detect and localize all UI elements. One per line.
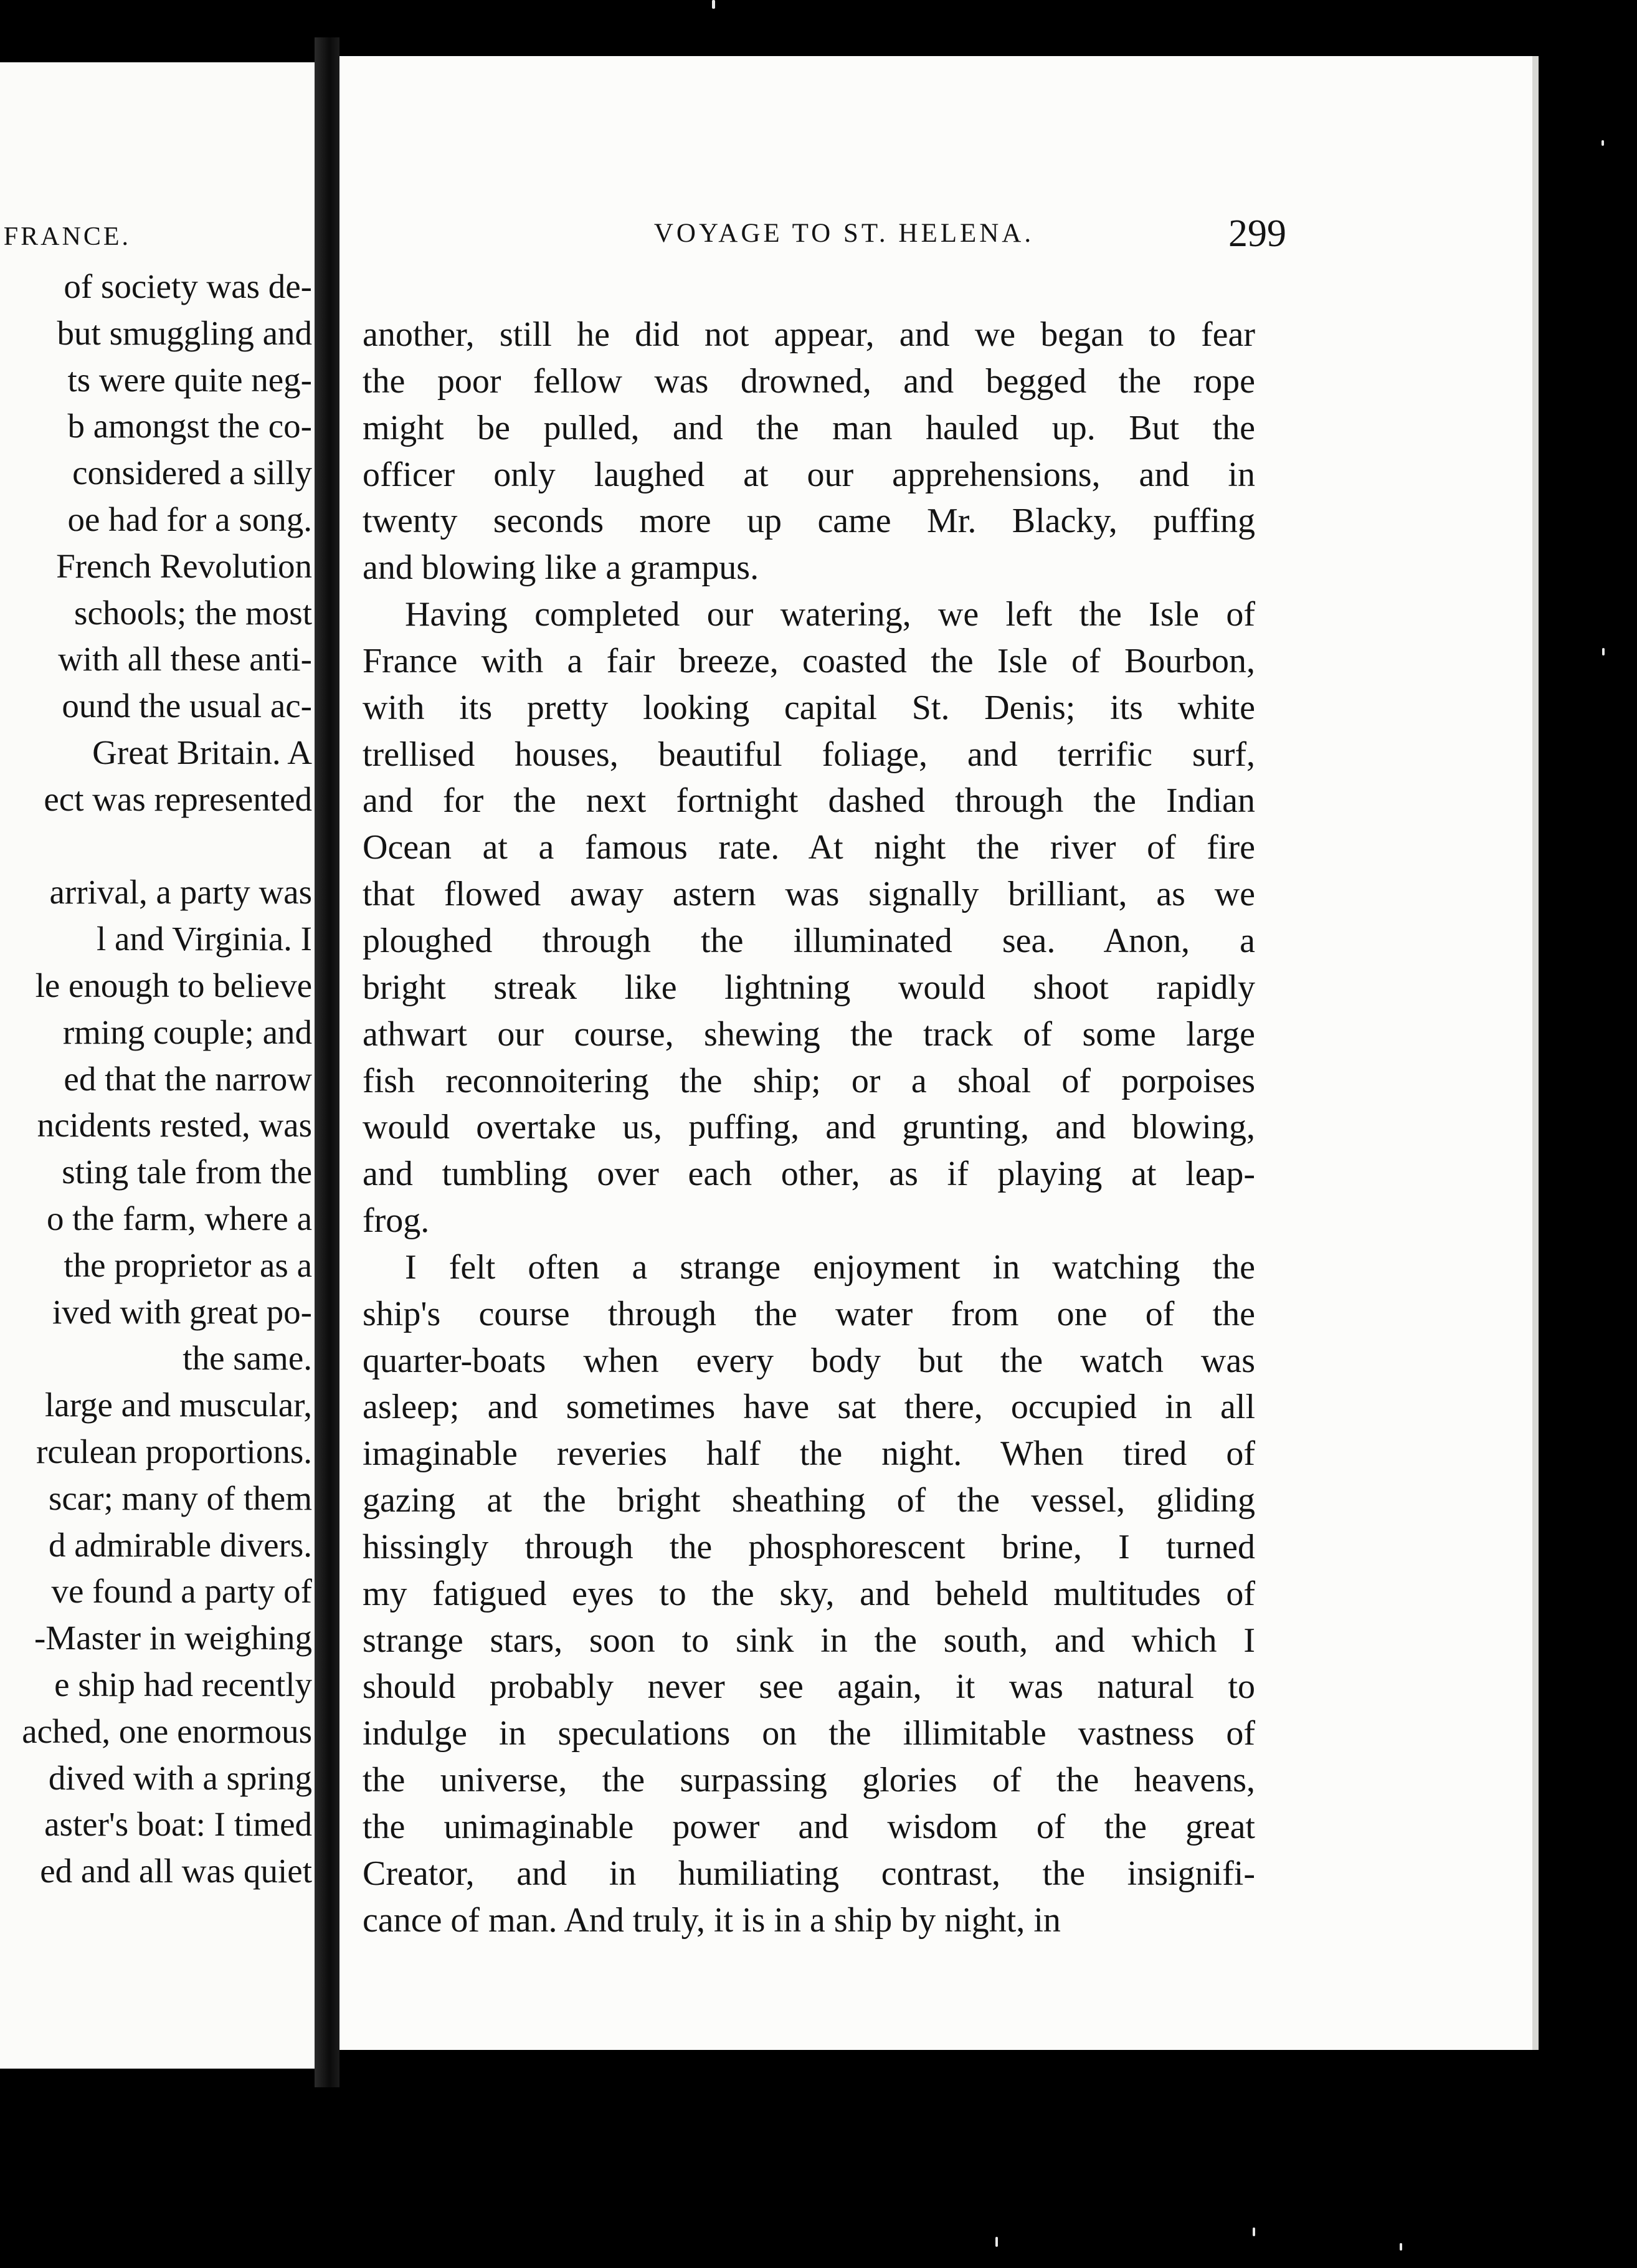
left-text-line — [0, 403, 315, 450]
left-text-line-content: scar; many of them — [48, 1479, 312, 1517]
running-head: VOYAGE TO ST. HELENA. — [653, 219, 1035, 248]
left-text-line — [0, 1242, 315, 1289]
text-line: with its pretty looking capital St. Denis; its white — [363, 688, 1255, 727]
left-text-line — [0, 1196, 315, 1242]
text-line: athwart our course, shewing the track of some large — [363, 1014, 1255, 1054]
left-text-line — [0, 1335, 315, 1382]
left-text-line-content: ncidents rested, was — [37, 1106, 312, 1145]
left-text-line-content: ed that the narrow — [64, 1059, 312, 1098]
left-text-line-content: the same. — [183, 1339, 312, 1378]
left-text-line — [0, 1102, 315, 1149]
text-line: ship's course through the water from one of the — [363, 1294, 1255, 1333]
text-line: Having completed our watering, we left the Isle of — [405, 595, 1255, 634]
left-text-line — [0, 1009, 315, 1056]
left-text-line — [0, 1149, 315, 1196]
left-text-line — [0, 590, 315, 637]
text-line: the universe, the surpassing glories of the heavens, — [363, 1761, 1255, 1800]
text-line: indulge in speculations on the illimitable vastness of — [363, 1714, 1255, 1753]
left-text-line — [0, 1708, 315, 1755]
text-line: twenty seconds more up came Mr. Blacky, puffing — [363, 502, 1255, 541]
text-line: trellised houses, beautiful foliage, and terrific surf, — [363, 735, 1255, 774]
left-text-line — [0, 1801, 315, 1848]
left-text-line-content: -Master in weighing — [34, 1619, 312, 1657]
left-text-line-content: ound the usual ac- — [62, 687, 312, 725]
left-text-line — [0, 264, 315, 310]
text-line: asleep; and sometimes have sat there, occupied in all — [363, 1388, 1255, 1427]
text-line: my fatigued eyes to the sky, and beheld multitudes of — [363, 1574, 1255, 1613]
text-line: Ocean at a famous rate. At night the river of fire — [363, 828, 1255, 867]
left-text-line-content: l and Virginia. I — [96, 920, 312, 958]
left-text-line — [0, 1848, 315, 1895]
left-text-line — [0, 1568, 315, 1615]
text-line: strange stars, soon to sink in the south, and which I — [363, 1621, 1255, 1660]
left-text-line-content: ached, one enormous — [22, 1712, 312, 1750]
text-line: that flowed away astern was signally brilliant, as we — [363, 875, 1255, 914]
text-line: should probably never see again, it was natural to — [363, 1667, 1255, 1707]
left-text-line-content: but smuggling and — [57, 313, 312, 352]
left-text-line — [0, 1662, 315, 1708]
left-text-line-content: e ship had recently — [54, 1665, 312, 1703]
text-line: Creator, and in humiliating contrast, the insignifi- — [363, 1854, 1255, 1893]
scan-speck — [1602, 648, 1605, 655]
left-page — [0, 62, 315, 2069]
left-text-line — [0, 963, 315, 1009]
text-line: gazing at the bright sheathing of the vessel, gliding — [363, 1481, 1255, 1520]
left-text-line-content: rming couple; and — [62, 1012, 312, 1051]
text-line: and blowing like a grampus. — [363, 548, 759, 588]
left-page-text — [0, 264, 315, 1895]
left-text-line — [0, 310, 315, 357]
left-text-line — [0, 497, 315, 543]
left-text-line-content: of society was de- — [64, 267, 312, 305]
left-text-line — [0, 357, 315, 404]
left-text-line — [0, 450, 315, 497]
scan-speck — [995, 2237, 998, 2247]
left-text-line-content: dived with a spring — [48, 1758, 312, 1797]
text-line: cance of man. And truly, it is in a ship by night, in — [363, 1900, 1061, 1940]
left-text-line — [0, 543, 315, 590]
left-text-line-content: with all these anti- — [58, 640, 312, 679]
left-text-line-content: ect was represented — [44, 779, 312, 818]
page-number: 299 — [1228, 212, 1286, 255]
left-text-line-content: aster's boat: I timed — [44, 1805, 312, 1844]
left-text-line — [0, 869, 315, 916]
left-text-line-content: sting tale from the — [62, 1153, 312, 1191]
text-line: might be pulled, and the man hauled up. But the — [363, 408, 1255, 447]
scan-speck — [1400, 2243, 1402, 2251]
text-line: officer only laughed at our apprehensions, and in — [363, 455, 1255, 494]
left-text-line-content: the proprietor as a — [64, 1246, 312, 1284]
text-line: quarter-boats when every body but the watch was — [363, 1341, 1255, 1380]
left-text-line-content: ed and all was quiet — [40, 1852, 312, 1890]
text-line: another, still he did not appear, and we began to fear — [363, 315, 1255, 354]
text-line: ploughed through the illuminated sea. Anon, a — [363, 921, 1255, 960]
left-text-line — [0, 1382, 315, 1429]
left-text-line — [0, 1429, 315, 1475]
left-text-line-content: considered a silly — [72, 454, 312, 492]
left-text-line — [0, 1615, 315, 1662]
left-text-line — [0, 1475, 315, 1522]
left-text-line-content: French Revolution — [56, 546, 312, 585]
left-text-line — [0, 683, 315, 730]
left-running-head-text: FRANCE. — [3, 222, 131, 251]
left-text-line-content: o the farm, where a — [46, 1199, 312, 1237]
left-text-line — [0, 916, 315, 963]
text-line: France with a fair breeze, coasted the Isle of Bourbon, — [363, 641, 1255, 680]
left-text-line-content: ts were quite neg- — [67, 360, 312, 399]
text-line: fish reconnoitering the ship; or a shoal of porpoises — [363, 1061, 1255, 1100]
right-page — [339, 56, 1532, 2050]
left-text-line — [0, 636, 315, 683]
left-text-line-content: ve found a party of — [51, 1572, 312, 1611]
left-text-line-content: rculean proportions. — [36, 1432, 312, 1470]
left-text-line-content: oe had for a song. — [67, 500, 312, 538]
text-line: would overtake us, puffing, and grunting, and blowing, — [363, 1108, 1255, 1147]
left-page-running-head — [0, 212, 187, 262]
left-text-line-content: le enough to believe — [35, 966, 312, 1004]
text-line: hissingly through the phosphorescent brine, I turned — [363, 1527, 1255, 1566]
left-text-line — [0, 730, 315, 776]
page-edge — [1532, 56, 1539, 2050]
body-text — [363, 312, 1255, 1944]
text-line: frog. — [363, 1201, 430, 1241]
scan-speck — [1601, 140, 1604, 146]
left-text-line-content: d admirable divers. — [48, 1525, 312, 1564]
text-line: and tumbling over each other, as if playing at leap- — [363, 1155, 1255, 1194]
left-text-line-content: schools; the most — [74, 593, 312, 632]
text-line: the poor fellow was drowned, and begged the rope — [363, 361, 1255, 401]
left-text-line — [0, 1056, 315, 1103]
left-text-line-content: arrival, a party was — [49, 873, 312, 912]
text-line: and for the next fortnight dashed through the Indian — [363, 781, 1255, 821]
left-text-line — [0, 1522, 315, 1569]
left-text-line — [0, 1755, 315, 1802]
scan-speck — [1253, 2228, 1255, 2236]
text-line: bright streak like lightning would shoot rapidly — [363, 968, 1255, 1007]
left-text-line-content: large and muscular, — [45, 1386, 312, 1424]
left-text-line — [0, 776, 315, 823]
text-line: the unimaginable power and wisdom of the great — [363, 1808, 1255, 1846]
left-text-line-content: Great Britain. A — [92, 733, 312, 771]
book-gutter — [315, 37, 339, 2087]
scan-speck — [712, 0, 715, 9]
left-text-line-content: b amongst the co- — [67, 407, 312, 446]
left-text-line-content: ived with great po- — [52, 1292, 312, 1331]
page-header — [339, 206, 1532, 262]
text-line: imaginable reveries half the night. When tired of — [363, 1434, 1255, 1474]
text-line: I felt often a strange enjoyment in watching the — [405, 1247, 1255, 1287]
left-text-line — [0, 823, 315, 870]
left-text-line — [0, 1289, 315, 1336]
